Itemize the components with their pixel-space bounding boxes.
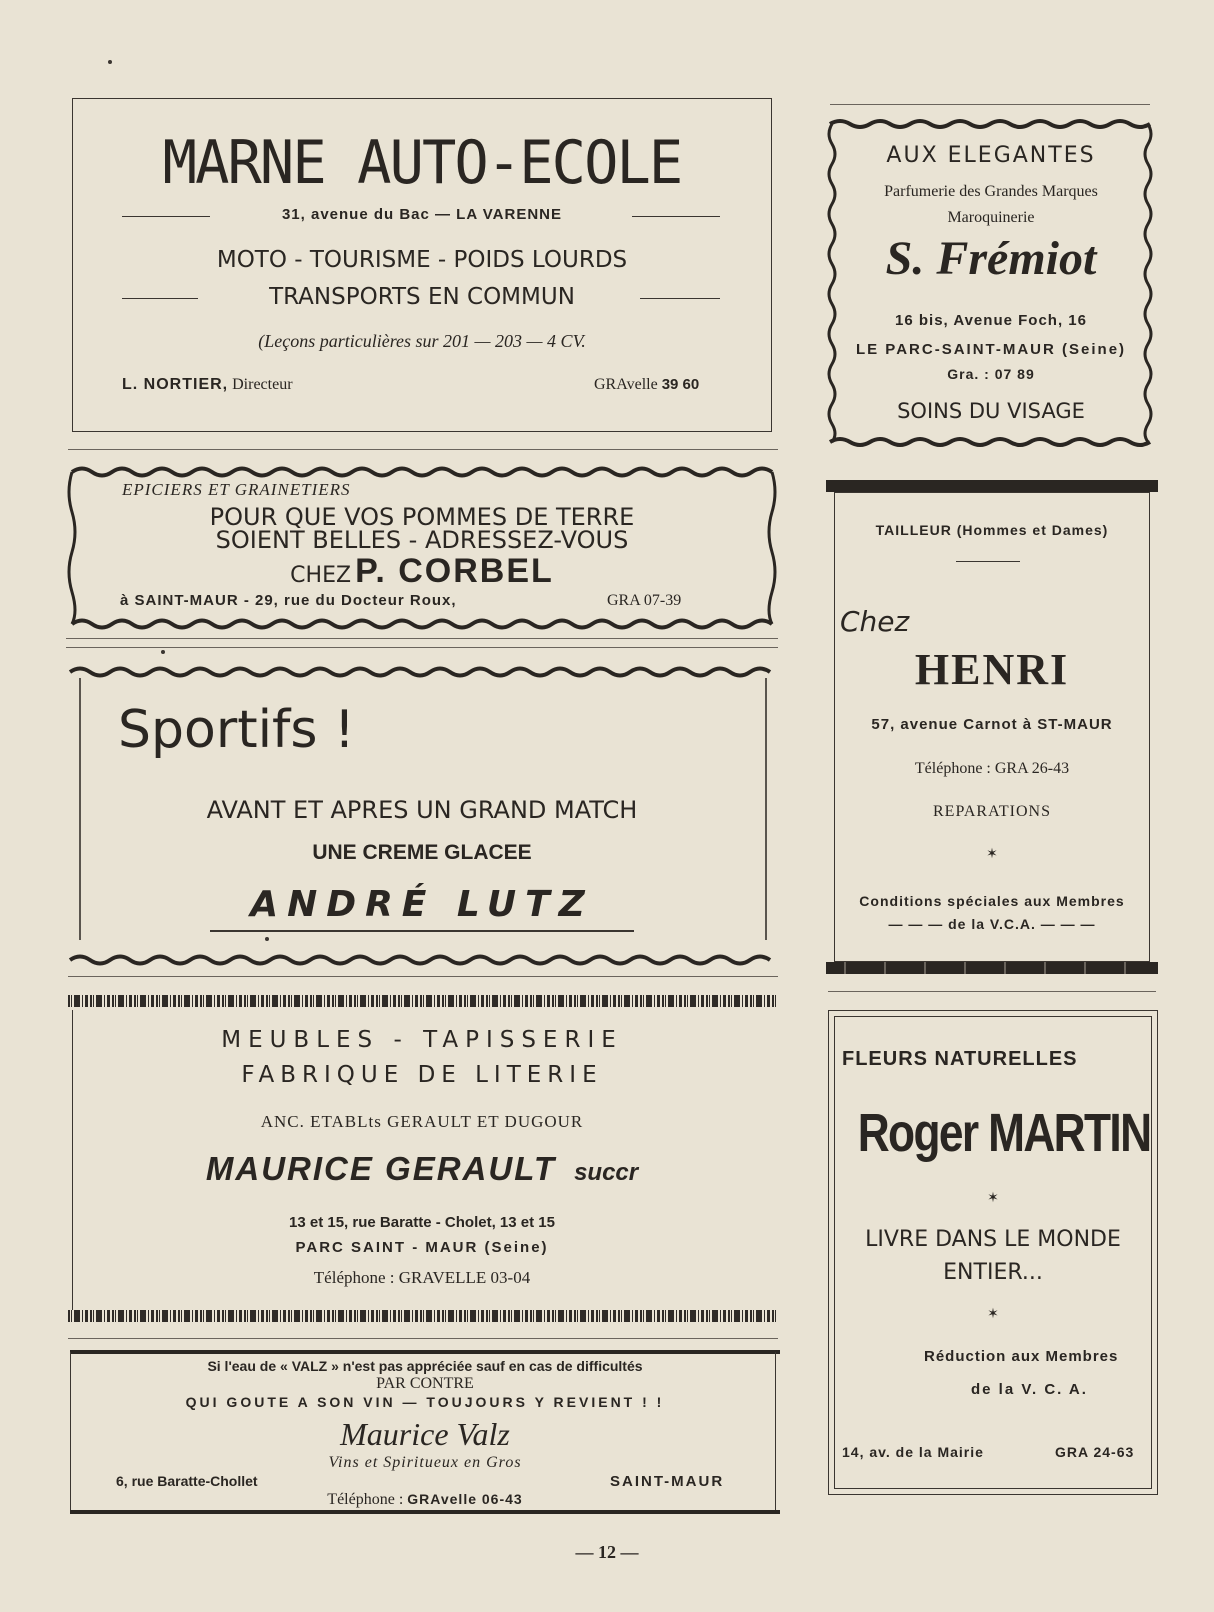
roger-martin-ad [828,1010,1158,1495]
ad-name: Roger MARTIN [857,1103,1151,1163]
page-number: — 12 — [575,1542,639,1562]
ad-line-2: Maroquinerie [947,209,1035,226]
director-title: Directeur [232,376,293,393]
ad-address: 14, av. de la Mairie [842,1444,984,1460]
ad-phone-line [70,1491,780,1509]
separator-rule [68,976,778,977]
star-ornament-2: ✶ [987,1307,999,1322]
phone-number: 39 60 [661,376,700,393]
ad-header: EPICIERS ET GRAINETIERS [122,480,351,499]
gerault-ad [66,990,778,1340]
ad-phone: Téléphone : GRAVELLE 03-04 [313,1268,531,1287]
corbel-ad [66,462,778,642]
maurice-valz-ad [70,1350,780,1518]
ad-address-line [120,592,720,610]
marne-auto-ecole-ad [72,94,772,432]
ad-line-1: MEUBLES - TAPISSERIE [221,1027,623,1053]
ad-name: Maurice Valz [340,1416,510,1452]
ad-address-1: 13 et 15, rue Baratte - Cholet, 13 et 15 [289,1214,555,1231]
star-ornament: ✶ [986,847,998,862]
ad-phone: Téléphone : GRA 26-43 [914,760,1070,777]
ad-line-1: LIVRE DANS LE MONDE [865,1227,1121,1252]
chez-label: CHEZ [290,563,352,588]
ad-phone: Gra. : 07 89 [947,366,1035,382]
bottom-bar [70,1510,780,1514]
ad-header: TAILLEUR (Hommes et Dames) [875,522,1109,538]
bottom-rule [66,638,778,639]
ad-line-2: FABRIQUE DE LITERIE [241,1062,603,1088]
ad-repairs: REPARATIONS [933,803,1051,820]
andre-lutz-ad [66,648,778,970]
ad-address-2: LE PARC-SAINT-MAUR (Seine) [855,341,1127,358]
star-ornament-1: ✶ [987,1191,999,1206]
henri-ad [826,480,1158,975]
ad-conditions-1: Conditions spéciales aux Membres [859,893,1125,909]
ad-phone: GRA 24-63 [1055,1444,1135,1460]
ad-trade: Vins et Spiritueux en Gros [328,1454,522,1471]
ad-footer: SOINS DU VISAGE [897,399,1085,423]
bottom-bar [826,962,1158,974]
right-dash [632,216,720,217]
ad-title: AUX ELEGANTES [886,143,1096,168]
ad-phone: GRA 07-39 [607,592,682,609]
ad-brand: S. Frémiot [885,232,1097,285]
header-underline [956,561,1020,562]
ad-line-1: POUR QUE VOS POMMES DE TERRE [209,503,635,531]
ad-title: Sportifs ! [118,700,355,760]
print-speck [108,60,112,64]
ad-name-line [66,552,778,591]
bottom-pattern-strip [68,1310,776,1322]
phone-label: Téléphone : [327,1491,404,1508]
ad-phone [594,376,699,394]
ad-succ: succr [574,1159,639,1186]
ad-address-2: PARC SAINT - MAUR (Seine) [295,1239,549,1256]
ad-address: 6, rue Baratte-Chollet [116,1473,258,1489]
separator-rule [68,1338,778,1339]
inner-frame [834,1016,1152,1489]
ad-director [122,376,293,394]
ad-line-3: QUI GOUTE A SON VIN — TOUJOURS Y REVIENT ! ! [185,1394,665,1410]
ad-address: 57, avenue Carnot à ST-MAUR [871,716,1113,733]
aux-elegantes-ad [826,98,1156,450]
phone-prefix: GRAvelle [594,376,658,393]
ad-line-2: SOIENT BELLES - ADRESSEZ-VOUS [215,526,629,554]
ad-line-2: UNE CREME GLACEE [312,841,532,864]
ad-line-2: PAR CONTRE [376,1375,474,1392]
separator-rule [828,991,1156,992]
ad-address: à SAINT-MAUR - 29, rue du Docteur Roux, [120,592,457,609]
ad-conditions-2: — — — de la V.C.A. — — — [888,916,1096,932]
ad-title: MARNE AUTO-ECOLE [162,128,682,198]
separator-rule [68,449,778,450]
ad-address-1: 16 bis, Avenue Foch, 16 [895,312,1087,329]
ad-line-1: Si l'eau de « VALZ » n'est pas appréciée sauf en cas de difficultés [207,1358,643,1374]
ad-line-2: ENTIER... [943,1260,1043,1285]
name-underline [210,930,634,932]
ad-line-1: Parfumerie des Grandes Marques [884,183,1098,200]
ad-line-1: MOTO - TOURISME - POIDS LOURDS [216,247,628,273]
print-speck [161,650,165,654]
ad-reduction-1: Réduction aux Membres [924,1348,1119,1365]
ad-line-2: TRANSPORTS EN COMMUN [269,284,575,310]
ad-city: SAINT-MAUR [610,1473,725,1490]
ad-name: MAURICE GERAULT [205,1150,557,1187]
ad-reduction-2: de la V. C. A. [971,1381,1088,1398]
phone-number: GRAvelle 06-43 [407,1491,523,1507]
right-dash-2 [640,298,720,299]
chez-label: Chez [840,605,910,638]
top-pattern-strip [68,995,776,1007]
print-speck [265,937,269,941]
ad-address: 31, avenue du Bac — LA VARENNE [281,206,563,223]
ad-lessons: (Leçons particulières sur 201 — 203 — 4 CV. [258,331,586,351]
ad-header: FLEURS NATURELLES [842,1048,1078,1070]
top-rule [66,647,778,648]
ad-name: ANDRÉ LUTZ [250,884,594,925]
ad-name-line [66,1150,778,1188]
ad-name: HENRI [914,645,1070,694]
ad-anc: ANC. ETABLts GERAULT ET DUGOUR [260,1112,584,1131]
director-name: L. NORTIER, [122,376,229,393]
top-bar [826,480,1158,492]
ad-line-1: AVANT ET APRES UN GRAND MATCH [206,796,638,824]
ad-name: P. CORBEL [355,552,554,590]
